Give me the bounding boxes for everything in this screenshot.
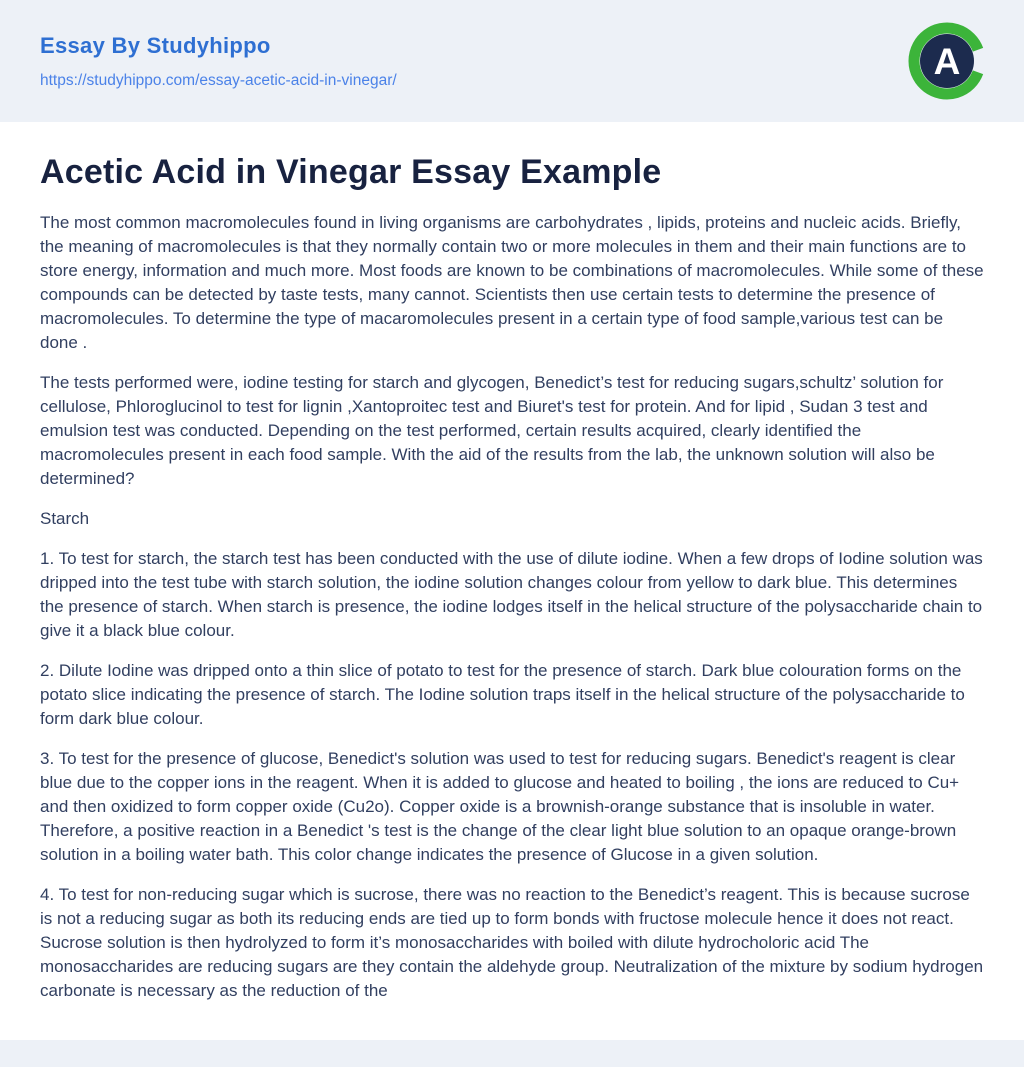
- paragraph-starch-test-1: 1. To test for starch, the starch test has been conducted with the use of dilute iodine. When a few drops of Iodine solution was dripped into the test tube with starch solution, the iodine solution changes colour from yellow to dark blue. This determines the presence of starch. When starch is presence, the iodine lodges itself in the helical structure of the polysaccharide chain to give it a black blue colour.: [40, 548, 983, 640]
- footer-strip: [0, 1040, 1024, 1067]
- paragraph-starch-test-2: 2. Dilute Iodine was dripped onto a thin slice of potato to test for the presence of starch. Dark blue colouration forms on the potato slice indicating the presence of starch. The Iodine solution traps itself in the helical structure of the polysaccharide to form dark blue colour.: [40, 660, 965, 728]
- article-body: [40, 211, 984, 1003]
- paragraph-tests-overview: The tests performed were, iodine testing for starch and glycogen, Benedict’s test for reducing sugars,schultz’ solution for cellulose, Phloroglucinol to test for lignin ,Xantoproitec test and Biuret's test for protein. And for lipid , Sudan 3 test and emulsion test was conducted. Depending on the test performed, certain results acquired, clearly identified the macromolecules present in each food sample. With the aid of the results from the lab, the unknown solution will also be determined?: [40, 372, 944, 488]
- studyhippo-logo-icon: [908, 22, 986, 100]
- site-title: Essay By Studyhippo: [40, 32, 271, 58]
- article-url-link[interactable]: https://studyhippo.com/essay-acetic-acid-in-vinegar/: [40, 71, 397, 89]
- header-text-block: [40, 33, 397, 90]
- paragraph-sucrose-test: 4. To test for non-reducing sugar which is sucrose, there was no reaction to the Benedict’s reagent. This is because sucrose is not a reducing sugar as both its reducing ends are tied up to form bonds with fructose molecule hence it does not react. Sucrose solution is then hydrolyzed to form it’s monosaccharides with boiled with dilute hydrocholoric acid The monosaccharides are reducing sugars are they contain the aldehyde group. Neutralization of the mixture by sodium hydrogen carbonate is necessary as the reduction of the: [40, 884, 984, 1000]
- paragraph-intro: The most common macromolecules found in living organisms are carbohydrates , lipids, proteins and nucleic acids. Briefly, the meaning of macromolecules is that they normally contain two or more molecules in them and their main functions are to store energy, information and much more. Most foods are known to be combinations of macromolecules. While some of these compounds can be detected by taste tests, many cannot. Scientists then use certain tests to determine the presence of macromolecules. To determine the type of macaromolecules present in a certain type of food sample,various test can be done .: [40, 212, 984, 352]
- site-header: [0, 0, 1024, 122]
- article: [0, 122, 1024, 1003]
- paragraph-glucose-test: 3. To test for the presence of glucose, Benedict's solution was used to test for reducing sugars. Benedict's reagent is clear blue due to the copper ions in the reagent. When it is added to glucose and heated to boiling , the ions are reduced to Cu+ and then oxidized to form copper oxide (Cu2o). Copper oxide is a brownish-orange substance that is insoluble in water. Therefore, a positive reaction in a Benedict 's test is the change of the clear light blue solution to an opaque orange-brown solution in a boiling water bath. This color change indicates the presence of Glucose in a given solution.: [40, 748, 960, 864]
- site-logo[interactable]: [908, 22, 986, 100]
- paragraph-starch-heading: Starch: [40, 508, 90, 528]
- page-title: Acetic Acid in Vinegar Essay Example: [40, 153, 662, 191]
- logo-letter: A: [933, 41, 961, 82]
